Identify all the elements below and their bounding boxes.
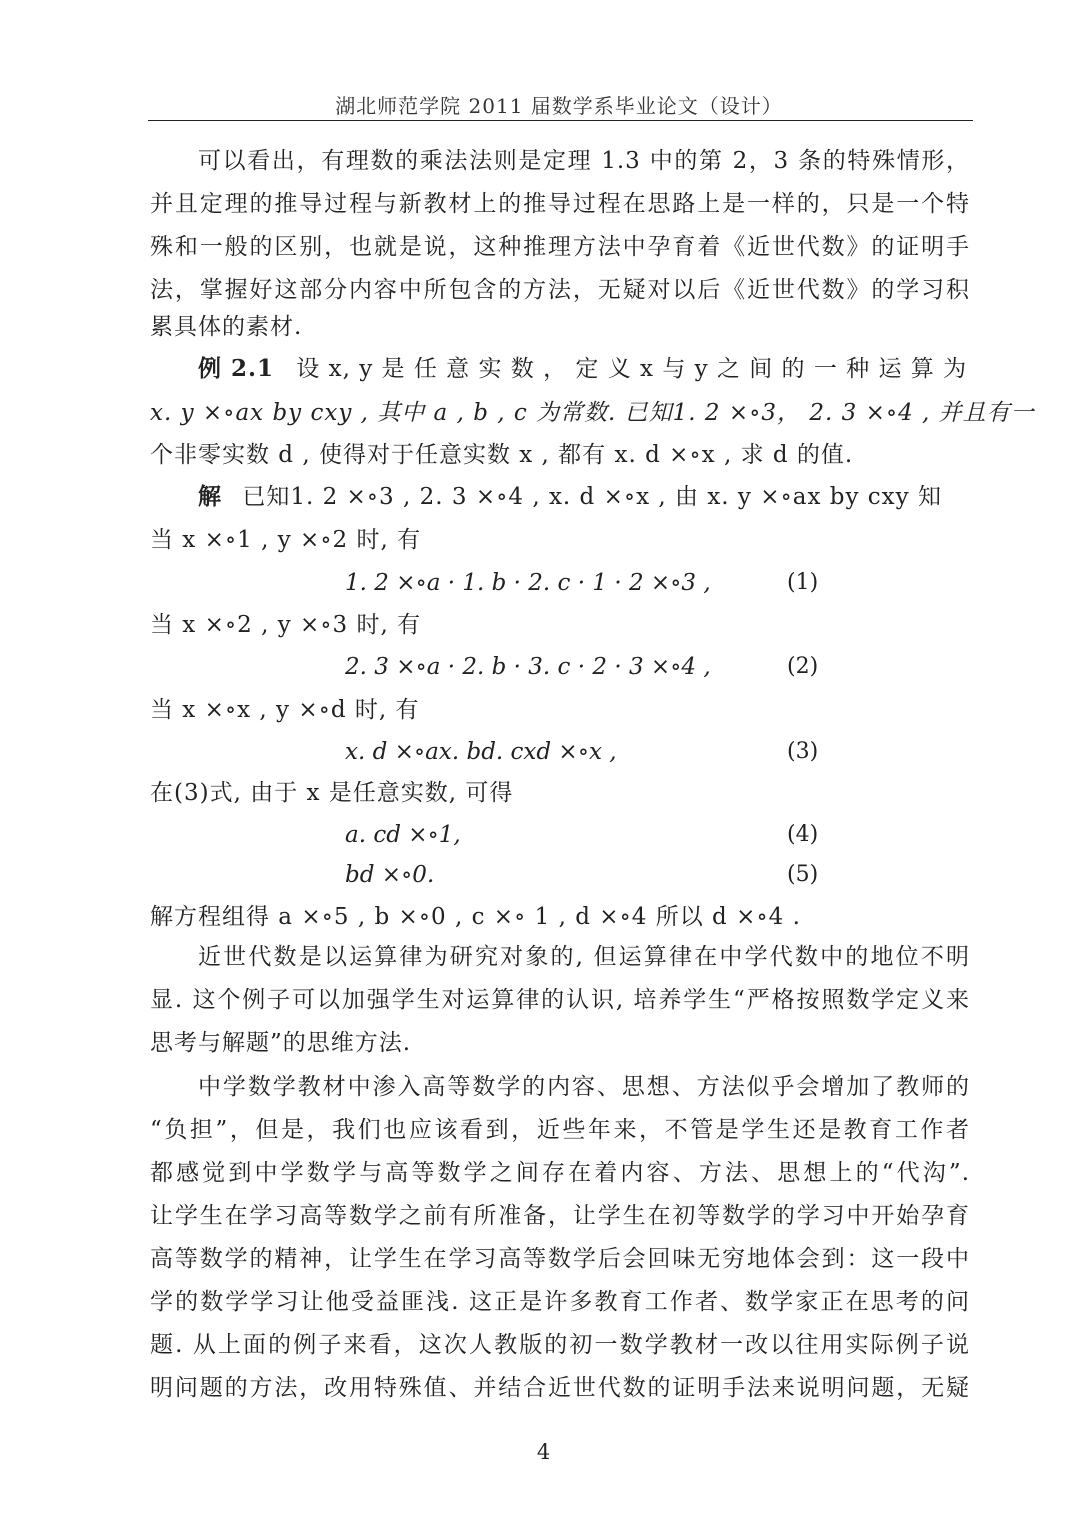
result-line: 解方程组得 a ×∘5 , b ×∘0 , c ×∘ 1 , d ×∘4 所以 d ×∘4 . [150, 904, 801, 930]
example-line: x. y ×∘ax by cxy , 其中 a , b , c 为常数. 已知1. 2 ×∘3， 2. 3 ×∘4 , 并且有一 [150, 400, 1035, 426]
example-text: 设 x, y 是 任 意 实 数 ， 定 义 x 与 y 之 间 的 一 种 运 算 为 [296, 356, 968, 382]
paragraph-line: 学的数学学习让他受益匪浅. 这正是许多教育工作者、数学家正在思考的问 [150, 1289, 970, 1315]
equation: bd ×∘0. [345, 862, 435, 888]
equation: a. cd ×∘1, [345, 822, 461, 848]
page-number: 4 [536, 1440, 551, 1464]
page-header: 湖北师范学院 2011 届数学系毕业论文（设计） [335, 94, 783, 118]
example-line: 个非零实数 d , 使得对于任意实数 x , 都有 x. d ×∘x , 求 d 的值. [150, 442, 854, 468]
example-label: 例 2.1 [198, 355, 275, 382]
equation: 2. 3 ×∘a · 2. b · 3. c · 2 · 3 ×∘4 , [345, 654, 711, 680]
case-line: 当 x ×∘x , y ×∘d 时, 有 [150, 697, 420, 723]
equation-number: (2) [787, 654, 819, 679]
paragraph-line: 殊和一般的区别，也就是说，这种推理方法中孕育着《近世代数》的证明手 [150, 234, 970, 260]
paragraph-line: “负担”，但是，我们也应该看到，近些年来，不管是学生还是教育工作者 [150, 1117, 970, 1143]
paragraph-line: 都感觉到中学数学与高等数学之间存在着内容、方法、思想上的“代沟”. [150, 1160, 970, 1186]
header-rule [148, 120, 973, 121]
paragraph-line: 显. 这个例子可以加强学生对运算律的认识, 培养学生“严格按照数学定义来 [150, 987, 970, 1013]
paragraph-line: 明问题的方法，改用特殊值、并结合近世代数的证明手法来说明问题，无疑 [150, 1375, 970, 1401]
paragraph-line: 累具体的素材. [150, 314, 303, 340]
case-line: 当 x ×∘2 , y ×∘3 时, 有 [150, 612, 422, 638]
paragraph-line: 题. 从上面的例子来看，这次人教版的初一数学教材一改以往用实际例子说 [150, 1332, 970, 1358]
equation: 1. 2 ×∘a · 1. b · 2. c · 1 · 2 ×∘3 , [345, 570, 711, 596]
solution-text: 已知1. 2 ×∘3 , 2. 3 ×∘4 , x. d ×∘x , 由 x. y ×∘ax by cxy 知 [242, 484, 942, 510]
equation-number: (4) [787, 822, 819, 847]
paragraph-line: 近世代数是以运算律为研究对象的, 但运算律在中学代数中的地位不明 [198, 944, 970, 970]
equation-number: (5) [787, 862, 819, 887]
case-line: 当 x ×∘1 , y ×∘2 时, 有 [150, 527, 422, 553]
equation-number: (1) [787, 570, 819, 595]
paragraph-line: 可以看出，有理数的乘法法则是定理 1.3 中的第 2，3 条的特殊情形， [198, 148, 970, 174]
equation: x. d ×∘ax. bd. cxd ×∘x , [345, 739, 617, 765]
equation-number: (3) [787, 739, 819, 764]
paragraph-line: 并且定理的推导过程与新教材上的推导过程在思路上是一样的，只是一个特 [150, 191, 970, 217]
paragraph-line: 思考与解题”的思维方法. [150, 1030, 412, 1056]
paragraph-line: 中学数学教材中渗入高等数学的内容、思想、方法似乎会增加了教师的 [198, 1074, 970, 1100]
paragraph-line: 让学生在学习高等数学之前有所准备，让学生在初等数学的学习中开始孕育 [150, 1203, 970, 1229]
example-heading-line [198, 354, 970, 384]
paragraph-line: 法，掌握好这部分内容中所包含的方法，无疑对以后《近世代数》的学习积 [150, 277, 970, 303]
paragraph-line: 高等数学的精神，让学生在学习高等数学后会回味无穷地体会到：这一段中 [150, 1246, 970, 1272]
solution-heading-line [198, 482, 970, 512]
paragraph-line: 在(3)式, 由于 x 是任意实数, 可得 [150, 780, 514, 806]
solution-label: 解 [198, 483, 222, 510]
